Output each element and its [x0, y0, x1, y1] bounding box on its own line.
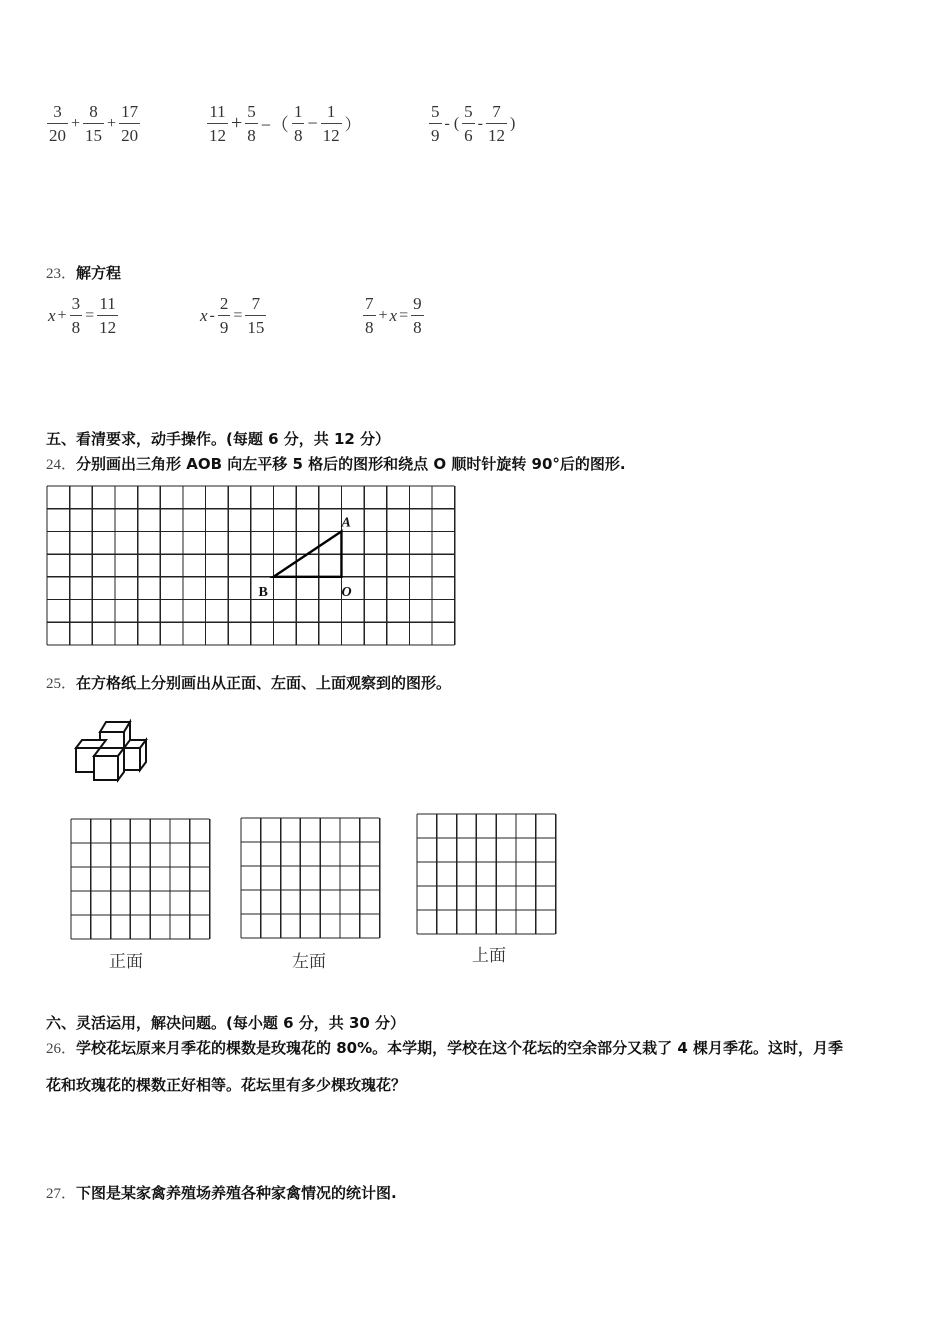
fraction: $\frac{1}{8}$: [293, 102, 303, 145]
point-label-A: A: [341, 515, 351, 531]
operator: +: [71, 114, 81, 132]
fraction: $\frac{5}{9}$: [431, 102, 440, 145]
operator: -: [477, 114, 483, 132]
grid-top-view[interactable]: [416, 813, 558, 937]
operator: +: [231, 112, 243, 134]
operator: −: [307, 113, 318, 133]
equation-2: x - $\frac{2}{9}$ = $\frac{7}{15}$: [200, 294, 265, 337]
label-top: 上面: [472, 946, 506, 966]
operator: ): [509, 114, 516, 132]
question-27-text: 27．下图是某家禽养殖场养殖各种家禽情况的统计图.: [46, 1184, 397, 1202]
fraction: $\frac{3}{20}$: [49, 102, 66, 145]
point-label-O: O: [341, 584, 352, 600]
grid-left-view[interactable]: [240, 817, 382, 941]
fraction: $\frac{17}{20}$: [121, 102, 139, 145]
equation-3: $\frac{7}{8}$ + x = $\frac{9}{8}$: [365, 294, 422, 337]
operator: - (: [444, 114, 460, 132]
label-front: 正面: [109, 952, 143, 972]
expression-2: [206, 103, 363, 144]
fraction: $\frac{5}{8}$: [247, 102, 256, 145]
question-23-heading: 23．解方程: [46, 264, 122, 282]
cube-stack-figure: [70, 712, 160, 792]
fraction: $\frac{1}{12}$: [322, 102, 340, 145]
section-5-title: 五、看清要求，动手操作。(每题 6 分，共 12 分）: [46, 430, 391, 448]
section-6-title: 六、灵活运用，解决问题。(每小题 6 分，共 30 分）: [46, 1014, 406, 1032]
question-25-text: 25．在方格纸上分别画出从正面、左面、上面观察到的图形。: [46, 674, 452, 692]
operator: −（: [260, 114, 289, 135]
equation-1: x + $\frac{3}{8}$ = $\frac{11}{12}$: [48, 294, 117, 337]
expression-1: [46, 103, 141, 144]
question-24-text: 24．分别画出三角形 AOB 向左平移 5 格后的图形和绕点 O 顺时针旋转 90°后的图形.: [46, 455, 626, 473]
grid-front-view[interactable]: [70, 818, 212, 942]
operator: ）: [344, 117, 361, 134]
grid-paper-q24[interactable]: [46, 485, 458, 648]
fraction: $\frac{11}{12}$: [209, 102, 226, 145]
label-left: 左面: [292, 952, 326, 972]
fraction: $\frac{5}{6}$: [464, 102, 473, 145]
fraction: $\frac{8}{15}$: [85, 102, 103, 145]
question-26-line1: 26．学校花坛原来月季花的棵数是玫瑰花的 80%。本学期，学校在这个花坛的空余部分又栽了 4 棵月季花。这时，月季: [46, 1039, 844, 1057]
fraction: $\frac{7}{12}$: [487, 102, 505, 145]
point-label-B: B: [258, 584, 268, 600]
operator: +: [107, 114, 117, 132]
question-26-line2: 花和玫瑰花的棵数正好相等。花坛里有多少棵玫瑰花？: [46, 1076, 407, 1094]
expression-3: [428, 103, 517, 144]
